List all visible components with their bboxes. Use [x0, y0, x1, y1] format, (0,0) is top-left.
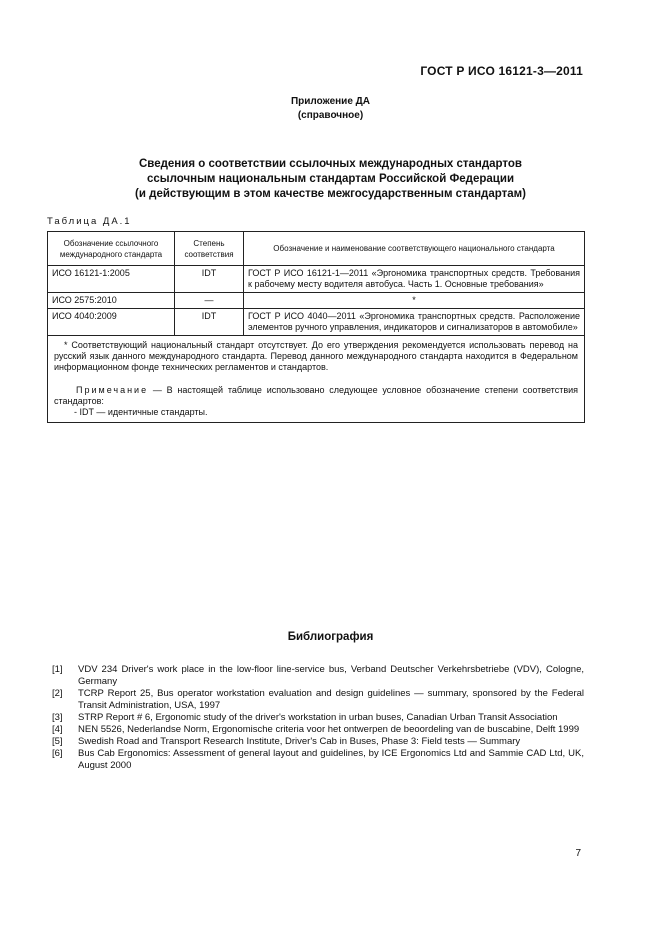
list-item	[52, 748, 584, 772]
heading-line-3: (и действующим в этом качестве межгосударственным стандартам)	[135, 188, 526, 200]
list-item	[52, 712, 584, 724]
note-item: - IDT — идентичные стандарты.	[74, 407, 208, 417]
document-id: ГОСТ Р ИСО 16121-3—2011	[420, 64, 583, 78]
table-row	[48, 309, 585, 336]
bibliography-text: VDV 234 Driver's work place in the low-floor line-service bus, Verband Deutscher Verkehrsbetriebe (VDV), Cologne, Germany	[78, 664, 584, 687]
bibliography-list	[52, 664, 584, 772]
bibliography-text: Swedish Road and Transport Research Institute, Driver's Cab in Buses, Phase 3: Field tests — Summary	[78, 736, 521, 747]
note-text: — В настоящей таблице использовано следующее условное обозначение степени соответствия стандартов:	[54, 385, 578, 406]
table-caption: Таблица ДА.1	[47, 216, 132, 227]
cell-degree: IDT	[175, 266, 244, 293]
appendix-title: Приложение ДА	[290, 96, 371, 107]
bibliography-number: [5]	[52, 736, 63, 747]
section-heading	[0, 157, 661, 202]
note-label: Примечание	[76, 385, 149, 395]
appendix-subtitle: (справочное)	[297, 110, 364, 121]
bibliography-number: [6]	[52, 748, 63, 759]
cell-degree: —	[175, 293, 244, 309]
table-footnote	[48, 336, 585, 423]
bibliography-text: STRP Report # 6, Ergonomic study of the driver's workstation in urban buses, Canadian Urban Transit Association	[78, 712, 558, 723]
bibliography-text: Bus Cab Ergonomics: Assessment of general layout and guidelines, by ICE Ergonomics Ltd and Sammie CAD Ltd, UK, August 2000	[78, 748, 584, 771]
heading-line-1: Сведения о соответствии ссылочных международных стандартов	[138, 158, 522, 170]
list-item	[52, 664, 584, 688]
column-header-degree: Степень соответствия	[175, 232, 244, 266]
bibliography-number: [4]	[52, 724, 63, 735]
cell-national: ГОСТ Р ИСО 4040—2011 «Эргономика транспортных средств. Расположение элементов ручного управления, индикаторов и сигнализаторов в автомобиле»	[244, 309, 585, 336]
table-row	[48, 266, 585, 293]
column-header-reference: Обозначение ссылочного международного стандарта	[48, 232, 175, 266]
bibliography-text: TCRP Report 25, Bus operator workstation evaluation and design guidelines — summary, sponsored by the Federal Transit Administration, USA, 1997	[78, 688, 584, 711]
page-number: 7	[575, 848, 581, 859]
footnote-text: * Соответствующий национальный стандарт отсутствует. До его утверждения рекомендуется использовать перевод на русский язык данного международного стандарта. Перевод данного международного стандарта находится в Федеральном информационном фонде технических регламентов и стандартов.	[54, 340, 578, 372]
table-note	[54, 385, 578, 407]
bibliography-number: [3]	[52, 712, 63, 723]
heading-line-2: ссылочным национальным стандартам Российской Федерации	[146, 173, 515, 185]
list-item	[52, 688, 584, 712]
correspondence-table	[47, 231, 585, 423]
cell-reference: ИСО 2575:2010	[48, 293, 175, 309]
bibliography-text: NEN 5526, Nederlandse Norm, Ergonomische criteria voor het ontwerpen de beoordeling van de buscabine, Delft 1999	[78, 724, 580, 735]
bibliography-title: Библиография	[287, 631, 374, 643]
list-item	[52, 724, 584, 736]
table-header-row	[48, 232, 585, 266]
cell-reference: ИСО 4040:2009	[48, 309, 175, 336]
list-item	[52, 736, 584, 748]
bibliography-number: [2]	[52, 688, 63, 699]
bibliography-number: [1]	[52, 664, 63, 675]
cell-national: ГОСТ Р ИСО 16121-1—2011 «Эргономика транспортных средств. Требования к рабочему месту водителя автобуса. Часть 1. Основные требования»	[244, 266, 585, 293]
table-footnote-row	[48, 336, 585, 423]
appendix-block	[0, 95, 661, 123]
cell-degree: IDT	[175, 309, 244, 336]
table-row	[48, 293, 585, 309]
cell-reference: ИСО 16121-1:2005	[48, 266, 175, 293]
column-header-national: Обозначение и наименование соответствующего национального стандарта	[244, 232, 585, 266]
cell-national: *	[244, 293, 585, 309]
